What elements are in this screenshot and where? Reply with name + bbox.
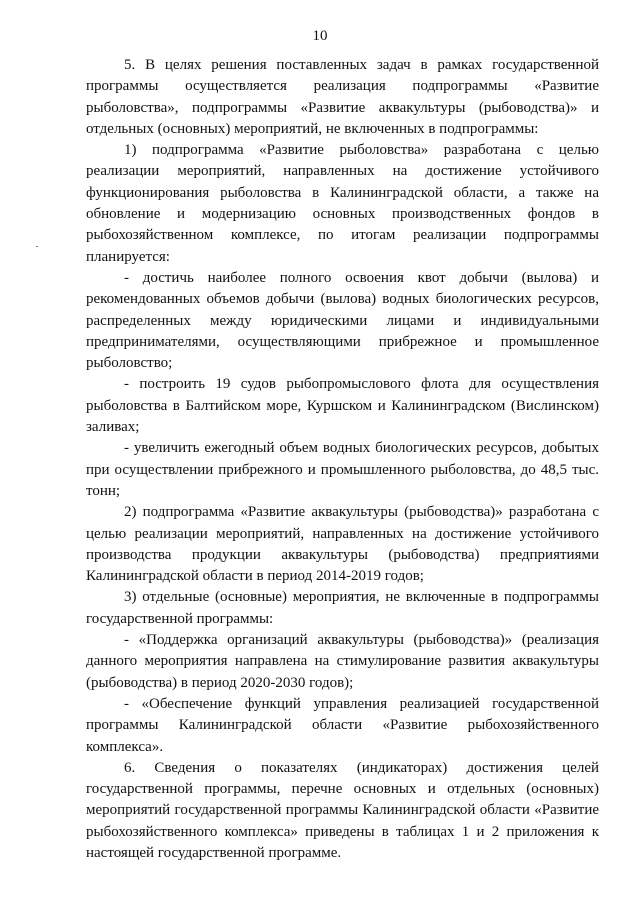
list-item-management-functions: - «Обеспечение функций управления реализацией государственной программы Калининградской области «Развитие рыбохозяйственного комплекса». — [86, 695, 599, 755]
scan-speck — [36, 246, 38, 247]
paragraph-5-2-subprogram-aquaculture: 2) подпрограмма «Развитие аквакультуры (рыбоводства)» разработана с целью реализации мероприятий, направленных на достижение устойчивого производства продукции аквакультуры (рыбоводства) предприятиями Калининградской области в период 2014-2019 годов; — [86, 504, 599, 585]
paragraph-5-3-separate-measures: 3) отдельные (основные) мероприятия, не включенные в подпрограммы государственной программы: — [86, 589, 599, 627]
list-item-vessels: - построить 19 судов рыбопромыслового флота для осуществления рыболовства в Балтийском море, Куршском и Калининградском (Вислинском) заливах; — [86, 376, 599, 436]
list-item-aquaculture-support: - «Поддержка организаций аквакультуры (рыбоводства)» (реализация данного мероприятия направлена на стимулирование развития аквакультуры (рыбоводства) в период 2020-2030 годов); — [86, 632, 599, 691]
document-body — [86, 55, 599, 864]
list-item-quotas: - достичь наиболее полного освоения квот добычи (вылова) и рекомендованных объемов добычи (вылова) водных биологических ресурсов, распределенных между юридическими лицами и индивидуальными предпринимателями, осуществляющими прибрежное и промышленное рыболовство; — [86, 269, 599, 372]
paragraph-6: 6. Сведения о показателях (индикаторах) достижения целей государственной программы, перечне основных и отдельных (основных) мероприятий государственной программы Калининградской области «Развитие рыбохозяйственного комплекса» приведены в таблицах 1 и 2 приложения к настоящей государственной программе. — [86, 759, 599, 861]
paragraph-5: 5. В целях решения поставленных задач в рамках государственной программы осуществляется реализация подпрограммы «Развитие рыболовства», подпрограммы «Развитие аквакультуры (рыбоводства)» и отдельных (основных) мероприятий, не включенных в подпрограммы: — [86, 57, 599, 137]
list-item-catch-volume: - увеличить ежегодный объем водных биологических ресурсов, добытых при осуществлении прибрежного и промышленного рыболовства, до 48,5 тыс. тонн; — [86, 440, 599, 499]
paragraph-5-1-subprogram-fishing: 1) подпрограмма «Развитие рыболовства» разработана с целью реализации мероприятий, направленных на достижение устойчивого функционирования рыболовства в Калининградской области, а также на обновление и модернизацию основных производственных фондов в рыбохозяйственном комплексе, по итогам реализации подпрограммы планируется: — [86, 142, 599, 265]
page-number: 10 — [312, 28, 328, 44]
